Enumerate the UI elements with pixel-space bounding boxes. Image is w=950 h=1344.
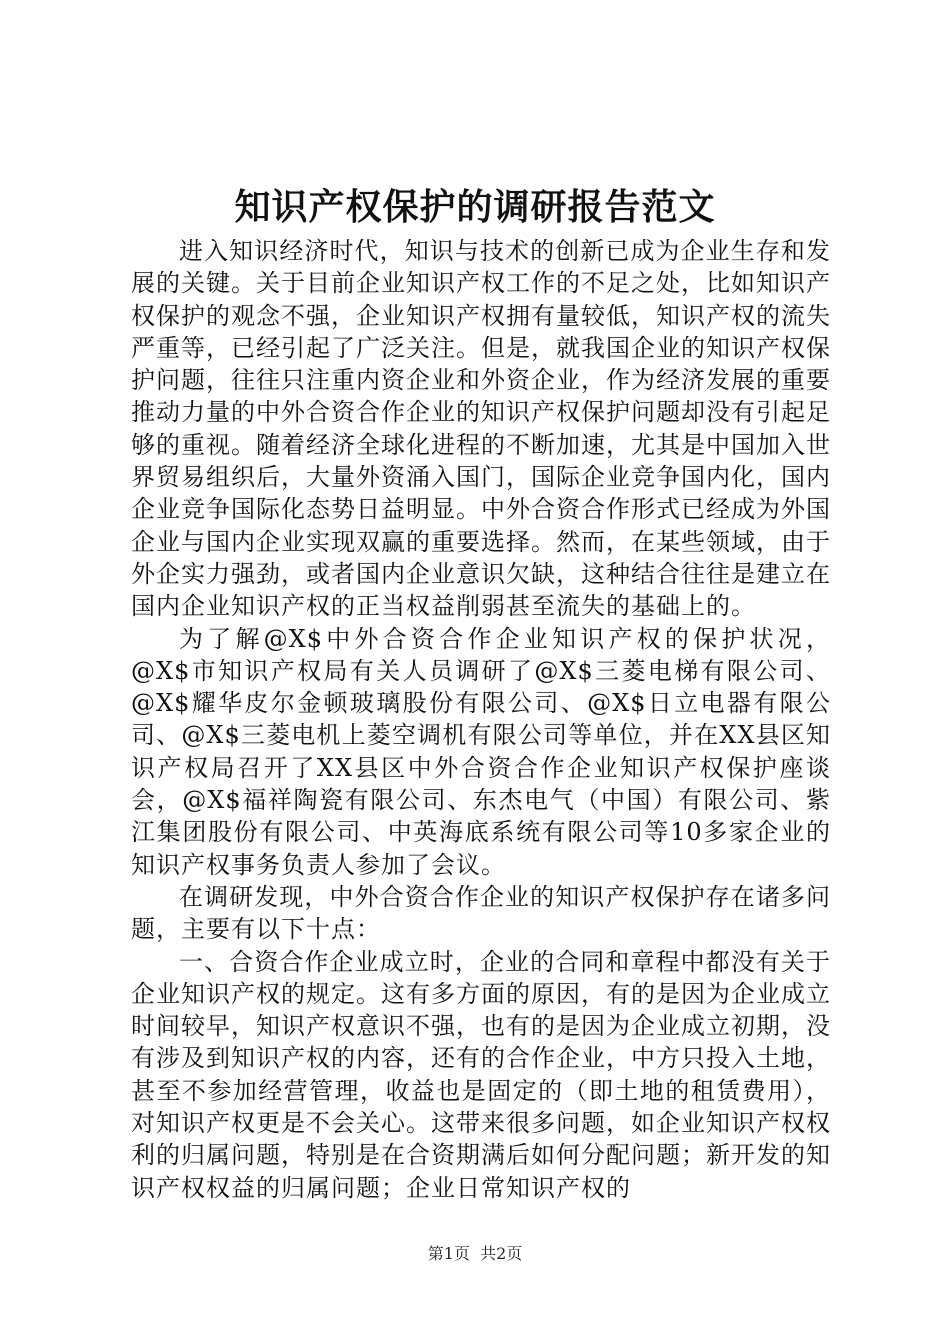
paragraph-intro: 进入知识经济时代，知识与技术的创新已成为企业生存和发展的关键。关于目前企业知识产权工作的不足之处，比如知识产权保护的观念不强，企业知识产权拥有量较低，知识产权的流失严重等，已经引起了广泛关注。但是，就我国企业的知识产权保护问题，往往只注重内资企业和外资企业，作为经济发展的重要推动力量的中外合资合作企业的知识产权保护问题却没有引起足够的重视。随着经济全球化进程的不断加速，尤其是中国加入世界贸易组织后，大量外资涌入国门，国际企业竞争国内化，国内企业竞争国际化态势日益明显。中外合资合作形式已经成为外国企业与国内企业实现双赢的重要选择。然而，在某些领域，由于外企实力强劲，或者国内企业意识欠缺，这种结合往往是建立在国内企业知识产权的正当权益削弱甚至流失的基础上的。 — [131, 237, 831, 621]
document-title: 知识产权保护的调研报告范文 — [234, 187, 716, 228]
page-footer — [0, 1243, 950, 1265]
paragraph-survey: 为了解@X$中外合资合作企业知识产权的保护状况，@X$市知识产权局有关人员调研了@X$三菱电梯有限公司、@X$耀华皮尔金顿玻璃股份有限公司、@X$日立电器有限公司、@X$三菱电机上菱空调机有限公司等单位，并在XX县区知识产权局召开了XX县区中外合资合作企业知识产权保护座谈会，@X$福祥陶瓷有限公司、东杰电气（中国）有限公司、紫江集团股份有限公司、中英海底系统有限公司等10多家企业的知识产权事务负责人参加了会议。 — [131, 624, 831, 879]
paragraph-point-one: 一、合资合作企业成立时，企业的合同和章程中都没有关于企业知识产权的规定。这有多方面的原因，有的是因为企业成立时间较早，知识产权意识不强，也有的是因为企业成立初期，没有涉及到知识产权的内容，还有的合作企业，中方只投入土地，甚至不参加经营管理，收益也是固定的（即土地的租赁费用），对知识产权更是不会关心。这带来很多问题，如企业知识产权权利的归属问题，特别是在合资期满后如何分配问题；新开发的知识产权权益的归属问题；企业日常知识产权的 — [131, 947, 831, 1202]
page-number: 第1页 共2页 — [427, 1244, 523, 1263]
document-body — [131, 235, 831, 1204]
paragraph-findings: 在调研发现，中外合资合作企业的知识产权保护存在诸多问题，主要有以下十点： — [131, 882, 831, 944]
